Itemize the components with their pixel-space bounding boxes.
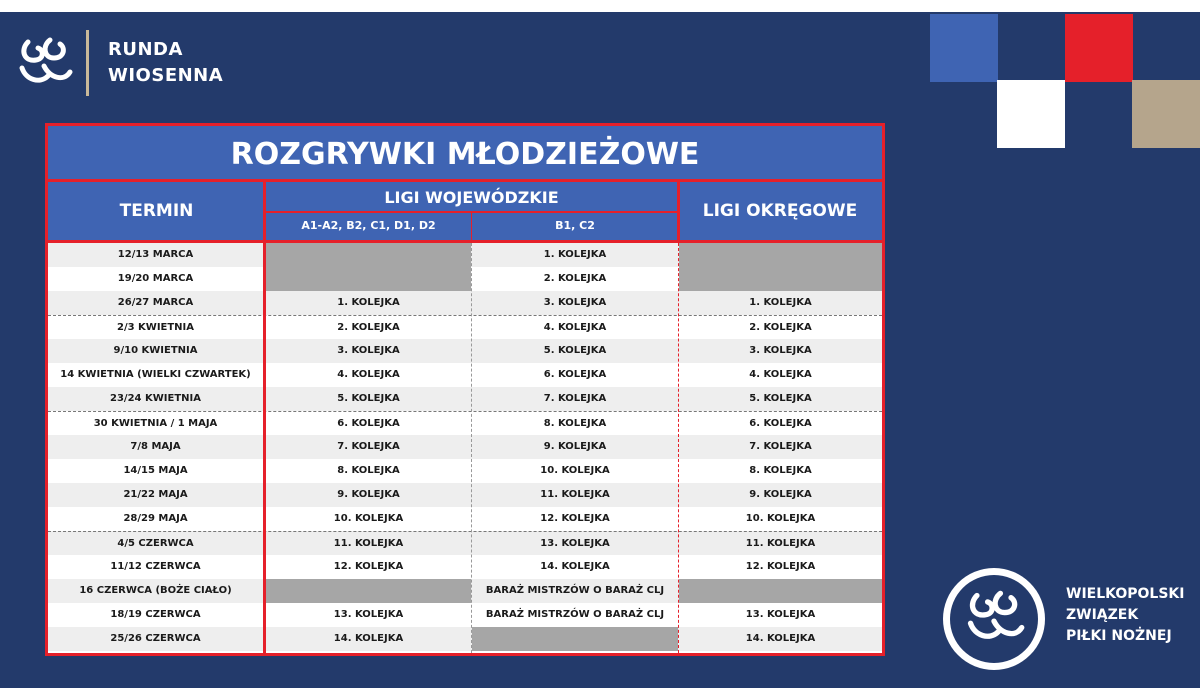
- season-title-line2: WIOSENNA: [108, 65, 224, 86]
- table-row: [48, 507, 882, 531]
- cell-c: 8. KOLEJKA: [749, 465, 812, 476]
- deco-square-white: [997, 80, 1065, 148]
- cell-a: 5. KOLEJKA: [337, 393, 400, 404]
- cell-c: 10. KOLEJKA: [745, 513, 816, 524]
- cell-b: 6. KOLEJKA: [543, 369, 607, 380]
- cell-b: BARAŻ MISTRZÓW O BARAŻ CLJ: [485, 609, 665, 620]
- cell-b: 13. KOLEJKA: [540, 538, 610, 549]
- header-sub-b: B1, C2: [472, 212, 678, 240]
- col-line-3: [677, 182, 680, 240]
- cell-a: [266, 267, 471, 291]
- deco-square-blue: [930, 14, 998, 82]
- cell-c: 7. KOLEJKA: [749, 441, 812, 452]
- cell-a: 3. KOLEJKA: [337, 345, 400, 356]
- table-title: ROZGRYWKI MŁODZIEŻOWE: [48, 126, 882, 182]
- cell-b: 1. KOLEJKA: [543, 249, 607, 260]
- cell-a: 14. KOLEJKA: [333, 633, 404, 644]
- season-title: [108, 37, 223, 89]
- cell-c: 14. KOLEJKA: [745, 633, 816, 644]
- cell-c: [679, 267, 882, 291]
- header-sub-a: A1-A2, B2, C1, D1, D2: [265, 212, 472, 240]
- col-line-2: [471, 212, 472, 240]
- cell-c: 9. KOLEJKA: [749, 489, 812, 500]
- wzpn-name-line1: WIELKOPOLSKI: [1066, 586, 1185, 602]
- cell-b: 10. KOLEJKA: [540, 465, 610, 476]
- table-row: [48, 243, 882, 267]
- cell-b: 4. KOLEJKA: [543, 322, 607, 333]
- cell-a: 9. KOLEJKA: [337, 489, 400, 500]
- cell-c: [679, 243, 882, 267]
- header-ligi-wojewodzkie: LIGI WOJEWÓDZKIE: [265, 182, 678, 212]
- cell-c: 11. KOLEJKA: [745, 538, 816, 549]
- cell-termin: 12/13 MARCA: [117, 249, 194, 260]
- cell-a: 8. KOLEJKA: [337, 465, 400, 476]
- cell-a: 11. KOLEJKA: [333, 538, 404, 549]
- cell-b: [472, 627, 678, 651]
- wzpn-name-line3: PIŁKI NOŻNEJ: [1066, 628, 1172, 644]
- col-dash-2: [471, 243, 472, 653]
- cell-termin: 9/10 KWIETNIA: [113, 345, 198, 356]
- cell-termin: 4/5 CZERWCA: [117, 538, 194, 549]
- cell-termin: 14/15 MAJA: [123, 465, 188, 476]
- header-ligi-okregowe: LIGI OKRĘGOWE: [678, 182, 882, 240]
- cell-termin: 26/27 MARCA: [117, 297, 194, 308]
- cell-a: 10. KOLEJKA: [333, 513, 404, 524]
- cell-a: 6. KOLEJKA: [337, 418, 400, 429]
- cell-c: [679, 579, 882, 603]
- cell-b: 12. KOLEJKA: [540, 513, 610, 524]
- table-row: [48, 555, 882, 579]
- cell-termin: 19/20 MARCA: [117, 273, 194, 284]
- cell-termin: 18/19 CZERWCA: [110, 609, 201, 620]
- cell-termin: 28/29 MAJA: [123, 513, 188, 524]
- cell-termin: 2/3 KWIETNIA: [116, 322, 195, 333]
- cell-a: [266, 243, 471, 267]
- logo-divider: [86, 30, 89, 96]
- wzpn-logo-icon: [14, 34, 74, 94]
- cell-termin: 30 KWIETNIA / 1 MAJA: [93, 418, 218, 429]
- cell-termin: 14 KWIETNIA (WIELKI CZWARTEK): [60, 369, 251, 380]
- cell-a: 4. KOLEJKA: [337, 369, 400, 380]
- col-dash-3: [678, 243, 679, 653]
- deco-square-tan: [1132, 80, 1200, 148]
- table-row: [48, 387, 882, 411]
- table-row: [48, 339, 882, 363]
- col-line-1: [263, 182, 266, 653]
- cell-c: 6. KOLEJKA: [749, 418, 812, 429]
- season-title-line1: RUNDA: [108, 39, 183, 60]
- cell-termin: 21/22 MAJA: [123, 489, 188, 500]
- cell-a: 2. KOLEJKA: [337, 322, 400, 333]
- cell-b: 2. KOLEJKA: [543, 273, 607, 284]
- wzpn-name-line2: ZWIĄZEK: [1066, 607, 1139, 623]
- wzpn-name: [1066, 584, 1184, 647]
- cell-a: 1. KOLEJKA: [337, 297, 400, 308]
- cell-c: 5. KOLEJKA: [749, 393, 812, 404]
- table-row: [48, 291, 882, 315]
- cell-a: [266, 579, 471, 603]
- wzpn-large-logo: [943, 568, 1045, 670]
- header-bottom-line: [48, 240, 882, 243]
- table-row: [48, 435, 882, 459]
- table-row: [48, 315, 882, 339]
- deco-square-red: [1065, 14, 1133, 82]
- cell-termin: 23/24 KWIETNIA: [110, 393, 201, 404]
- cell-b: 7. KOLEJKA: [543, 393, 607, 404]
- table-row: [48, 483, 882, 507]
- cell-c: 13. KOLEJKA: [745, 609, 816, 620]
- table-row: [48, 579, 882, 603]
- table-row: [48, 531, 882, 555]
- cell-termin: 16 CZERWCA (BOŻE CIAŁO): [79, 585, 232, 596]
- cell-a: 7. KOLEJKA: [337, 441, 400, 452]
- header-termin: TERMIN: [48, 182, 265, 240]
- cell-b: BARAŻ MISTRZÓW O BARAŻ CLJ: [485, 585, 665, 596]
- table-row: [48, 411, 882, 435]
- cell-c: 1. KOLEJKA: [749, 297, 812, 308]
- cell-c: 4. KOLEJKA: [749, 369, 812, 380]
- cell-c: 3. KOLEJKA: [749, 345, 812, 356]
- cell-b: 14. KOLEJKA: [540, 561, 610, 572]
- cell-c: 2. KOLEJKA: [749, 322, 812, 333]
- schedule-table: [45, 123, 885, 656]
- table-row: [48, 627, 882, 651]
- cell-b: 11. KOLEJKA: [540, 489, 610, 500]
- cell-b: 9. KOLEJKA: [543, 441, 607, 452]
- table-row: [48, 459, 882, 483]
- cell-b: 5. KOLEJKA: [543, 345, 607, 356]
- cell-termin: 11/12 CZERWCA: [110, 561, 201, 572]
- wzpn-emblem-icon: [962, 587, 1026, 651]
- cell-a: 12. KOLEJKA: [333, 561, 404, 572]
- cell-a: 13. KOLEJKA: [333, 609, 404, 620]
- table-row: [48, 267, 882, 291]
- cell-termin: 25/26 CZERWCA: [110, 633, 201, 644]
- cell-termin: 7/8 MAJA: [130, 441, 181, 452]
- cell-b: 3. KOLEJKA: [543, 297, 607, 308]
- cell-c: 12. KOLEJKA: [745, 561, 816, 572]
- slide: [0, 12, 1200, 688]
- table-row: [48, 603, 882, 627]
- cell-b: 8. KOLEJKA: [543, 418, 607, 429]
- table-row: [48, 363, 882, 387]
